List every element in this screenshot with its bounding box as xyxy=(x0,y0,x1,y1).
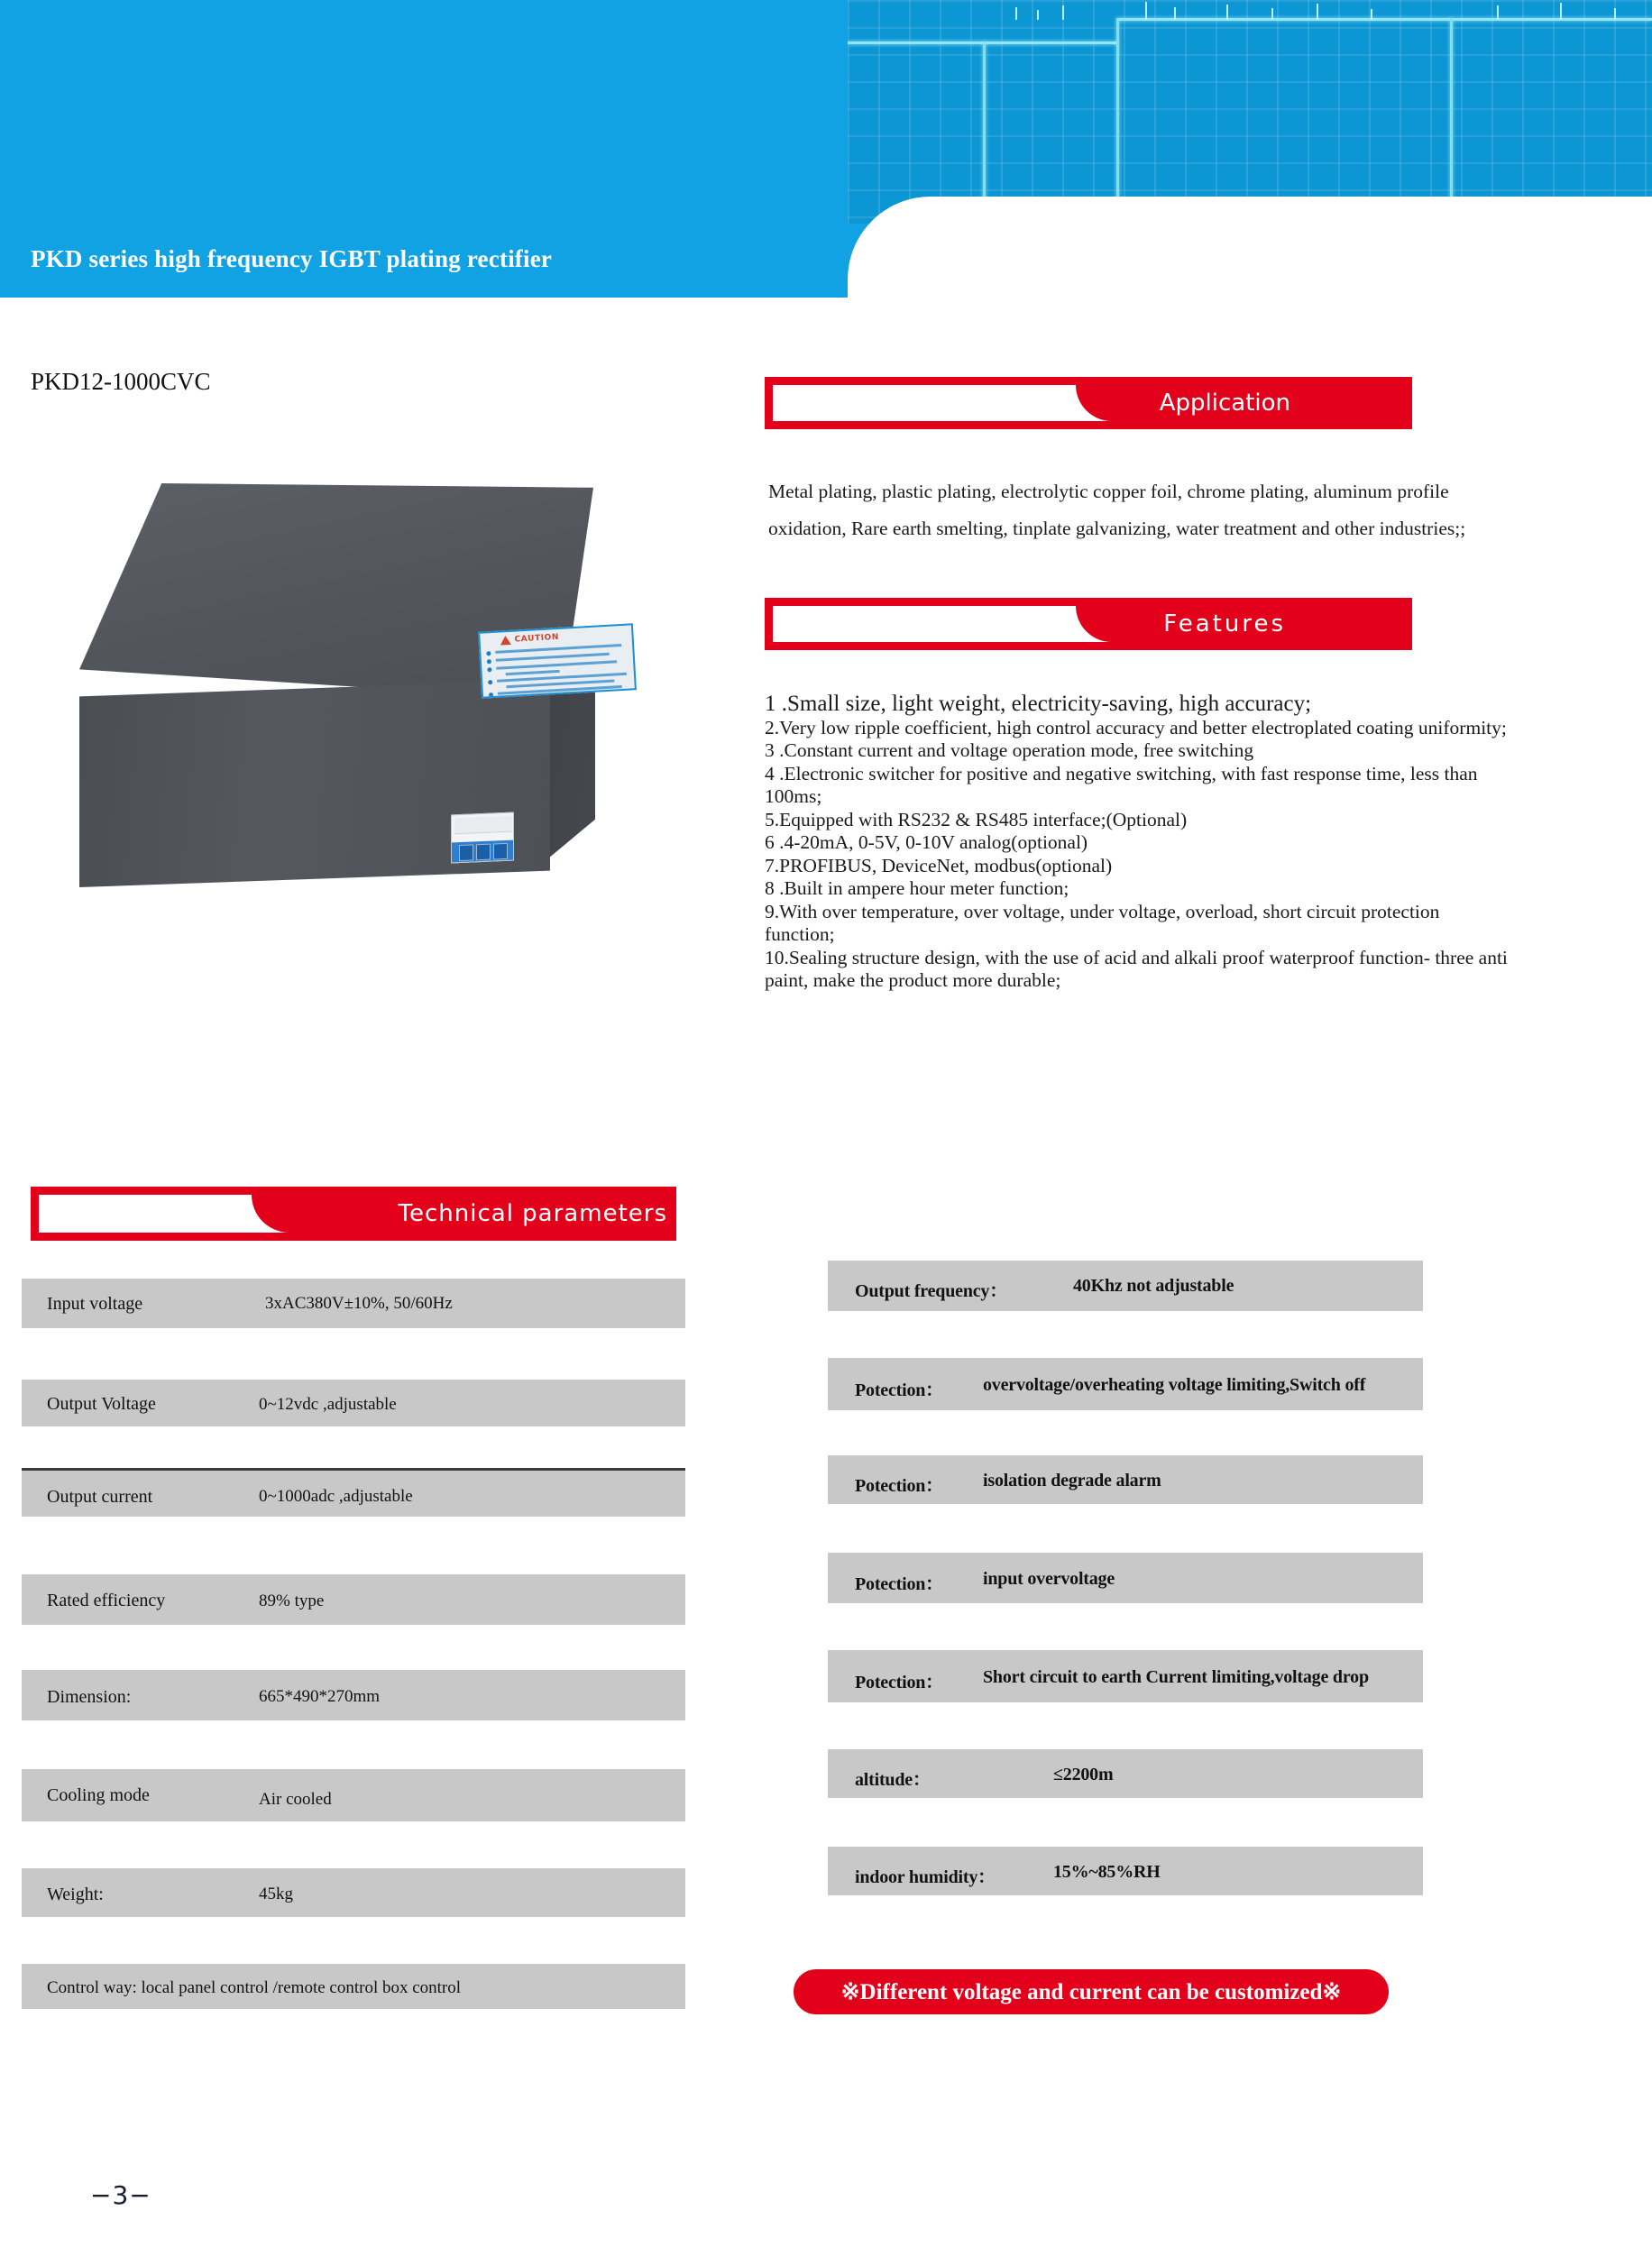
technical-parameters-section-label: Technical parameters xyxy=(398,1200,667,1227)
scope-noise-2 xyxy=(1037,10,1039,20)
scope-noise-3 xyxy=(1062,5,1064,20)
feature-item: 8 .Built in ampere hour meter function; xyxy=(765,877,1069,899)
table-row: Potection： overvoltage/overheating voltage limiting,Switch off xyxy=(828,1358,1423,1410)
table-row: Potection： input overvoltage xyxy=(828,1553,1423,1603)
scope-noise-5 xyxy=(1174,7,1176,20)
table-row: Dimension: 665*490*270mm xyxy=(22,1670,685,1720)
header-divider xyxy=(0,298,1652,310)
application-section-header xyxy=(765,377,1412,429)
product-photo xyxy=(36,469,631,902)
caution-label xyxy=(478,623,637,698)
table-row: Output Voltage 0~12vdc ,adjustable xyxy=(22,1380,685,1426)
table-row: Rated efficiency 89% type xyxy=(22,1574,685,1625)
scope-noise-6 xyxy=(1226,5,1228,20)
scope-noise-11 xyxy=(1560,3,1562,20)
scope-vert-3 xyxy=(1450,18,1453,222)
warning-triangle-icon xyxy=(500,636,511,646)
scope-noise-9 xyxy=(1371,9,1372,20)
scope-vert-1 xyxy=(983,41,986,222)
scope-trace-3 xyxy=(1452,18,1652,21)
breaker-toggle-1 xyxy=(459,844,473,861)
customization-banner: ※Different voltage and current can be customized※ xyxy=(794,1969,1389,2014)
application-text: Metal plating, plastic plating, electrolytic copper foil, chrome plating, aluminum profile oxidation, Rare earth smelting, tinplate galvanizing, water treatment and other industries;; xyxy=(768,481,1466,539)
features-section-header xyxy=(765,598,1412,650)
product-model-title: PKD12-1000CVC xyxy=(31,368,211,395)
table-row: Control way: local panel control /remote control box control xyxy=(22,1964,685,2009)
scope-grid-lines xyxy=(848,0,1652,224)
scope-noise-4 xyxy=(1145,2,1147,20)
scope-trace-2 xyxy=(1118,18,1452,21)
oscilloscope-graphic xyxy=(848,0,1652,224)
breaker-housing xyxy=(454,816,512,835)
page-number: −3− xyxy=(90,2180,151,2210)
table-row: indoor humidity： 15%~85%RH xyxy=(828,1847,1423,1895)
page-title: PKD series high frequency IGBT plating rectifier xyxy=(31,245,553,272)
table-row: Potection： isolation degrade alarm xyxy=(828,1455,1423,1504)
feature-item: 5.Equipped with RS232 & RS485 interface;(Optional) xyxy=(765,808,1188,830)
caution-label-text: CAUTION xyxy=(514,632,560,645)
circuit-breaker xyxy=(451,812,514,864)
table-row: Input voltage 3xAC380V±10%, 50/60Hz xyxy=(22,1279,685,1328)
feature-item: 7.PROFIBUS, DeviceNet, modbus(optional) xyxy=(765,854,1113,876)
feature-item: 6 .4-20mA, 0-5V, 0-10V analog(optional) xyxy=(765,831,1088,853)
feature-item: 10.Sealing structure design, with the use of acid and alkali proof waterproof function- three anti paint, make the product more durable; xyxy=(765,946,1508,991)
scope-vert-2 xyxy=(1116,18,1119,222)
scope-noise-12 xyxy=(1614,8,1616,20)
features-list xyxy=(765,692,1513,993)
table-row: Potection： Short circuit to earth Current limiting,voltage drop xyxy=(828,1650,1423,1702)
page-header-banner xyxy=(0,0,1652,298)
scope-noise-10 xyxy=(1497,5,1499,20)
features-section-label: Features xyxy=(1163,610,1286,637)
scope-noise-1 xyxy=(1015,7,1017,20)
feature-item: 9.With over temperature, over voltage, under voltage, overload, short circuit protection function; xyxy=(765,900,1440,945)
feature-item: 3 .Constant current and voltage operation mode, free switching xyxy=(765,739,1254,761)
table-row: Output frequency： 40Khz not adjustable xyxy=(828,1261,1423,1311)
table-row: Output current 0~1000adc ,adjustable xyxy=(22,1468,685,1517)
breaker-toggle-2 xyxy=(476,844,491,861)
scope-noise-8 xyxy=(1317,4,1318,20)
table-row: Cooling mode Air cooled xyxy=(22,1769,685,1821)
breaker-toggle-3 xyxy=(493,843,508,860)
table-row: altitude： ≤2200m xyxy=(828,1749,1423,1798)
feature-item: 1 .Small size, light weight, electricity-saving, high accuracy; xyxy=(765,692,1312,716)
header-rounded-cutout xyxy=(848,197,1652,298)
feature-item: 2.Very low ripple coefficient, high control accuracy and better electroplated coating uniformity; xyxy=(765,716,1507,738)
technical-parameters-section-header xyxy=(31,1187,676,1241)
scope-noise-7 xyxy=(1271,8,1273,20)
application-section-label: Application xyxy=(1159,390,1290,417)
table-row: Weight: 45kg xyxy=(22,1868,685,1917)
feature-item: 4 .Electronic switcher for positive and negative switching, with fast response time, less than 100ms; xyxy=(765,762,1478,807)
